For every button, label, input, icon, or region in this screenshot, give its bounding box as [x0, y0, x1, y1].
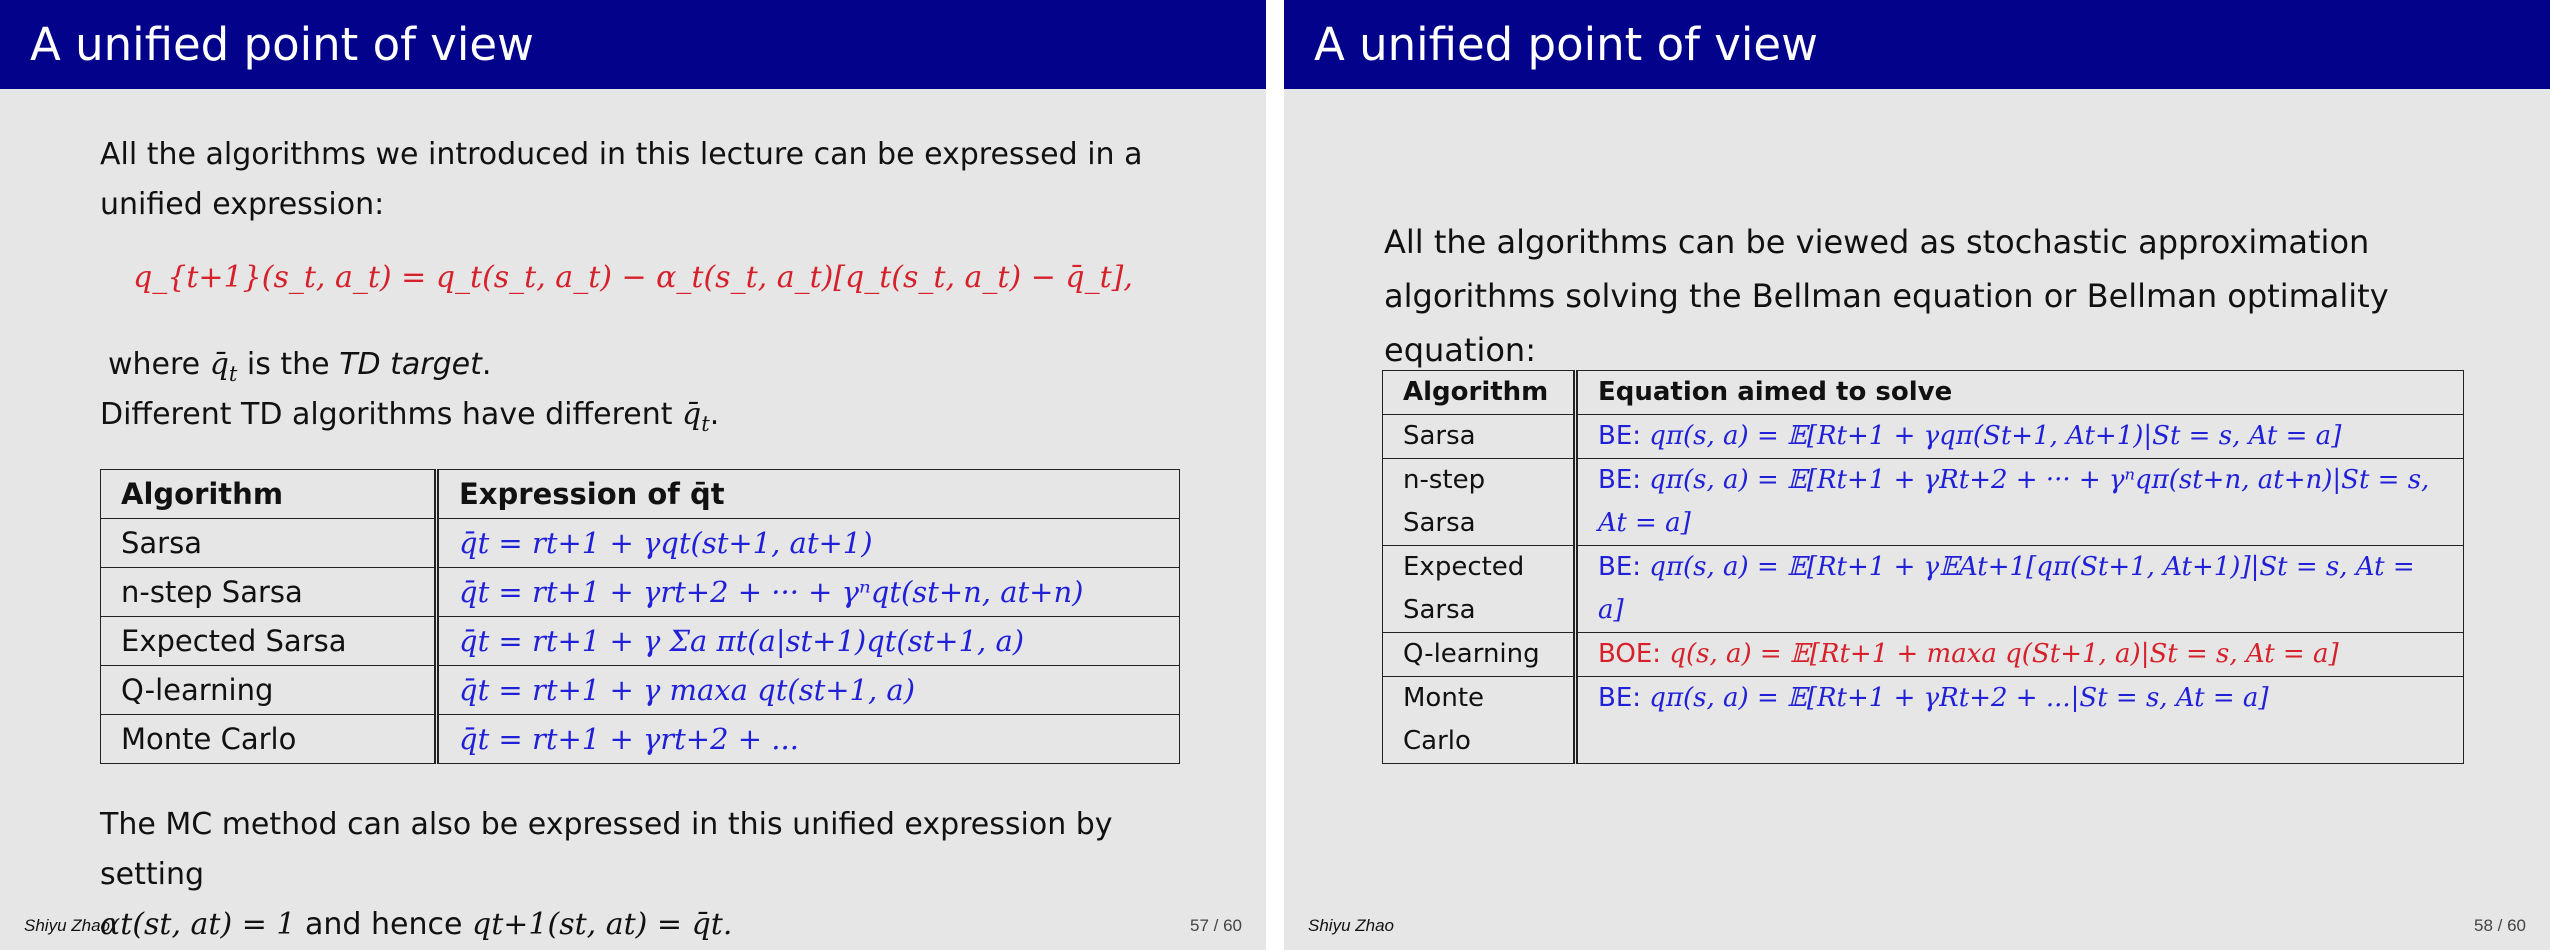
where-sub: t: [228, 362, 238, 386]
equation-cell: [1576, 459, 2464, 546]
table-row: [1383, 415, 2464, 459]
table-row: [1383, 546, 2464, 633]
slide-57: [0, 0, 1266, 950]
mc-math-1: αt(st, at) = 1: [100, 907, 296, 942]
intro-paragraph: All the algorithms can be viewed as stochastic approximation algorithms solving the Bellman equation or Bellman optimality equation:: [1384, 223, 2389, 369]
where-var: q̄: [209, 347, 229, 382]
header-algorithm: Algorithm: [101, 470, 437, 519]
equation-text: qπ(s, a) = 𝔼[Rt+1 + γ𝔼At+1[qπ(St+1, At+1)]|St = s, At = a]: [1598, 552, 2415, 625]
table-row: [1383, 633, 2464, 677]
expression-cell: q̄t = rt+1 + γqt(st+1, at+1): [437, 519, 1180, 568]
algorithm-cell: Monte Carlo: [1383, 677, 1576, 764]
equation-tag: BE:: [1598, 421, 1642, 451]
table-header-row: [1383, 371, 2464, 415]
algorithm-cell: Q-learning: [1383, 633, 1576, 677]
td-target-table: [100, 469, 1180, 764]
td-target-symbol: [209, 347, 238, 386]
title-bar: [1284, 0, 2550, 89]
table-row: [101, 666, 1180, 715]
equation-tag: BE:: [1598, 552, 1642, 582]
table-row: [1383, 459, 2464, 546]
algorithm-cell: Expected Sarsa: [101, 617, 437, 666]
equation-tag: BE:: [1598, 683, 1642, 713]
expression-cell: q̄t = rt+1 + γ Σa πt(a|st+1)qt(st+1, a): [437, 617, 1180, 666]
equation-cell: [1576, 633, 2464, 677]
page-number: 57 / 60: [1190, 916, 1242, 935]
mc-math-2: qt+1(st, at) = q̄t.: [472, 907, 733, 942]
header-equation: Equation aimed to solve: [1576, 371, 2464, 415]
diff-text: Different TD algorithms have different: [100, 397, 673, 432]
where-end: .: [481, 347, 492, 382]
where-prefix: where: [108, 347, 201, 382]
algorithm-cell: Monte Carlo: [101, 715, 437, 764]
formula-text: q_{t+1}(s_t, a_t) = q_t(s_t, a_t) − α_t(s_t, a_t)[q_t(s_t, a_t) − q̄_t],: [133, 260, 1133, 295]
table-header-row: [101, 470, 1180, 519]
unified-formula: [0, 260, 1266, 295]
algorithm-cell: Expected Sarsa: [1383, 546, 1576, 633]
table-row: [1383, 677, 2464, 764]
equation-cell: [1576, 546, 2464, 633]
mc-paragraph: [100, 800, 1180, 950]
where-mid: is the: [246, 347, 330, 382]
page-number: 58 / 60: [2474, 916, 2526, 935]
diff-var: q̄: [682, 397, 702, 432]
algorithm-cell: Q-learning: [101, 666, 437, 715]
expression-cell: q̄t = rt+1 + γrt+2 + ··· + γⁿqt(st+n, at+n): [437, 568, 1180, 617]
diff-end: .: [709, 397, 720, 432]
slide-divider: [1266, 0, 1284, 950]
table-row: [101, 519, 1180, 568]
diff-sub: t: [701, 412, 710, 436]
mc-text-1: The MC method can also be expressed in this unified expression by setting: [100, 807, 1113, 892]
slide-title: A unified point of view: [1314, 18, 1818, 71]
table-row: [101, 568, 1180, 617]
equation-text: q(s, a) = 𝔼[Rt+1 + maxa q(St+1, a)|St = s, At = a]: [1669, 639, 2339, 669]
bellman-equation-table: [1382, 370, 2464, 764]
algorithm-cell: n-step Sarsa: [1383, 459, 1576, 546]
footer-author: Shiyu Zhao: [24, 916, 110, 935]
diff-line: [100, 390, 719, 449]
intro-paragraph: All the algorithms we introduced in this lecture can be expressed in a unified expression:: [100, 137, 1143, 222]
slide-58: [1284, 0, 2550, 950]
equation-cell: [1576, 415, 2464, 459]
algorithm-cell: Sarsa: [1383, 415, 1576, 459]
algorithm-cell: n-step Sarsa: [101, 568, 437, 617]
expression-cell: q̄t = rt+1 + γrt+2 + ...: [437, 715, 1180, 764]
header-algorithm: Algorithm: [1383, 371, 1576, 415]
equation-tag: BOE:: [1598, 639, 1662, 669]
table-row: [101, 617, 1180, 666]
equation-cell: [1576, 677, 2464, 764]
slide-title: A unified point of view: [30, 18, 534, 71]
footer-author: Shiyu Zhao: [1308, 916, 1394, 935]
algorithm-cell: Sarsa: [101, 519, 437, 568]
mc-text-2: and hence: [305, 907, 463, 942]
equation-text: qπ(s, a) = 𝔼[Rt+1 + γRt+2 + ··· + γⁿqπ(st+n, at+n)|St = s, At = a]: [1598, 465, 2430, 538]
table-row: [101, 715, 1180, 764]
equation-text: qπ(s, a) = 𝔼[Rt+1 + γRt+2 + ...|St = s, At = a]: [1649, 683, 2269, 713]
equation-text: qπ(s, a) = 𝔼[Rt+1 + γqπ(St+1, At+1)|St = s, At = a]: [1649, 421, 2342, 451]
expression-cell: q̄t = rt+1 + γ maxa qt(st+1, a): [437, 666, 1180, 715]
diff-symbol: [682, 397, 710, 436]
td-target-label: TD target: [339, 347, 482, 382]
header-expression: Expression of q̄t: [437, 470, 1180, 519]
equation-tag: BE:: [1598, 465, 1642, 495]
title-bar: [0, 0, 1266, 89]
